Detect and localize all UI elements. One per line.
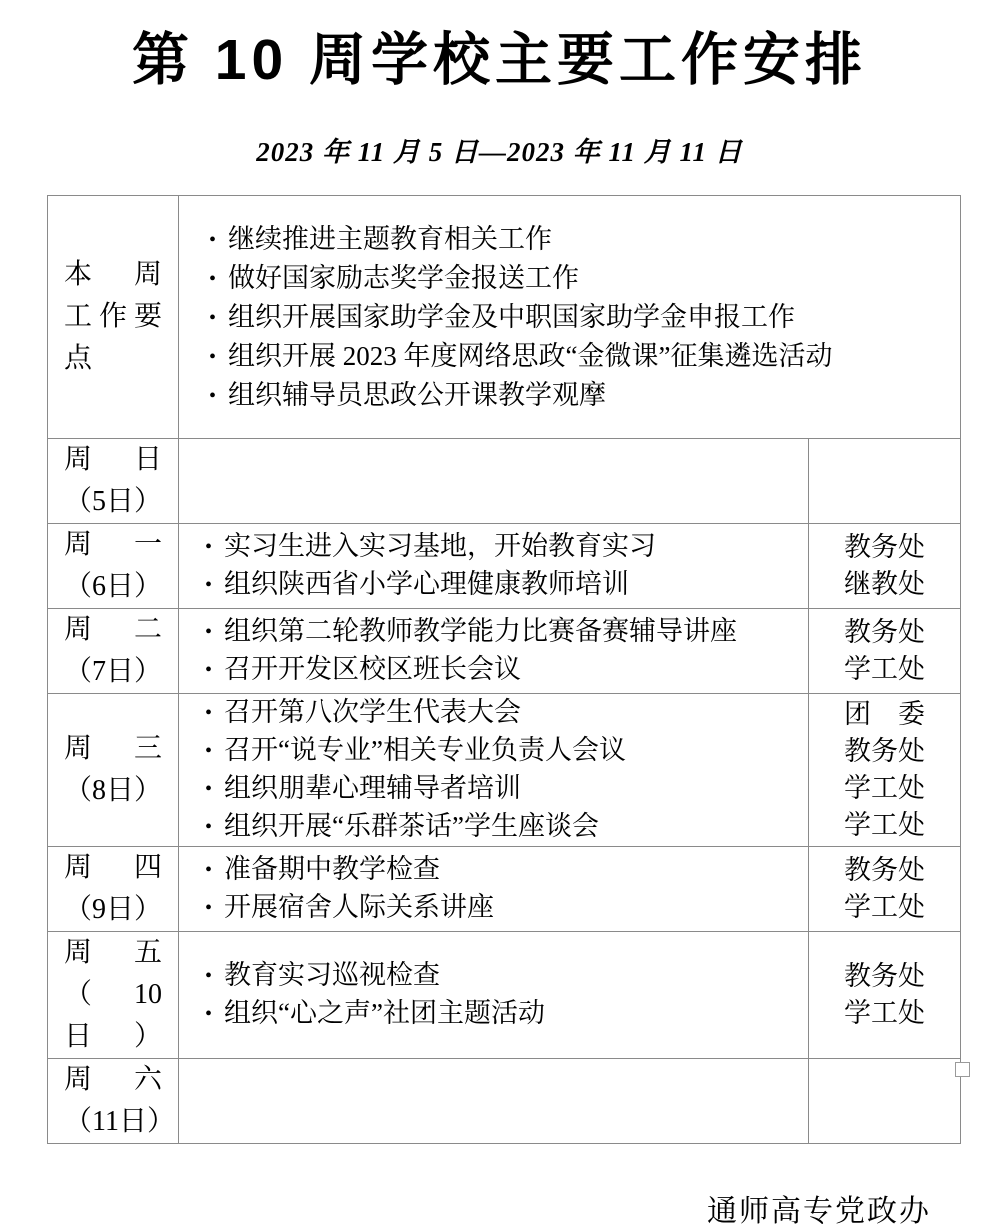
task-text: 做好国家励志奖学金报送工作 — [228, 262, 580, 293]
task-text: 组织辅导员思政公开课教学观摩 — [228, 379, 607, 410]
bullet-icon: • — [205, 816, 213, 838]
task-cell — [179, 1059, 809, 1144]
table-row — [48, 847, 961, 932]
dept-label: 教务处 — [844, 736, 925, 766]
dept-list — [809, 932, 960, 1058]
dept-cell — [809, 609, 961, 694]
task-list — [205, 932, 798, 1058]
corner-marker — [955, 1062, 970, 1077]
summary-label-line2: 工作要点 — [64, 301, 162, 374]
task-text: 组织陕西省小学心理健康教师培训 — [224, 569, 630, 599]
dept-cell — [809, 1059, 961, 1144]
task-list — [205, 524, 798, 608]
task-item — [209, 298, 950, 337]
dept-label: 学工处 — [844, 810, 925, 840]
day-label-cell — [48, 847, 179, 932]
dept-cell — [809, 847, 961, 932]
day-date: （7日） — [64, 656, 163, 687]
bullet-icon: • — [209, 306, 217, 329]
summary-items-cell — [179, 196, 961, 439]
bullet-icon: • — [205, 778, 213, 800]
task-list — [205, 609, 798, 693]
task-text: 召开第八次学生代表大会 — [224, 697, 522, 727]
task-cell — [179, 847, 809, 932]
table-row — [48, 694, 961, 847]
task-list — [205, 439, 798, 523]
day-date: （6日） — [64, 571, 163, 602]
dept-label: 继教处 — [844, 569, 925, 599]
dept-list — [809, 1059, 960, 1143]
summary-label-cell — [48, 196, 179, 439]
dept-label: 教务处 — [844, 961, 925, 991]
task-item — [205, 889, 798, 927]
task-text: 组织开展“乐群茶话”学生座谈会 — [224, 811, 599, 841]
summary-items-list — [209, 196, 950, 438]
day-label-cell — [48, 694, 179, 847]
dept-list — [809, 694, 960, 846]
task-text: 准备期中教学检查 — [224, 854, 441, 884]
bullet-icon: • — [209, 345, 217, 368]
task-text: 组织开展 2023 年度网络思政“金微课”征集遴选活动 — [228, 340, 833, 371]
day-label-cell — [48, 1059, 179, 1144]
task-text: 开展宿舍人际关系讲座 — [224, 892, 495, 922]
bullet-icon: • — [205, 574, 213, 596]
task-item — [205, 613, 798, 651]
bullet-icon: • — [205, 536, 213, 558]
dept-list — [809, 439, 960, 523]
schedule-table — [47, 195, 961, 1144]
day-date: （10日） — [64, 979, 162, 1052]
day-label-cell — [48, 524, 179, 609]
day-label: 周六 — [64, 1064, 162, 1095]
task-item — [209, 376, 950, 415]
task-item — [205, 732, 798, 770]
bullet-icon: • — [205, 897, 213, 919]
task-item — [205, 528, 798, 566]
task-text: 组织“心之声”社团主题活动 — [224, 998, 545, 1028]
table-row — [48, 1059, 961, 1144]
bullet-icon: • — [205, 702, 213, 724]
dept-cell — [809, 439, 961, 524]
dept-label: 学工处 — [844, 998, 925, 1028]
task-text: 组织朋辈心理辅导者培训 — [224, 773, 522, 803]
table-row — [48, 609, 961, 694]
dept-cell — [809, 694, 961, 847]
day-date: （11日） — [64, 1106, 175, 1137]
day-label-cell — [48, 439, 179, 524]
task-text: 实习生进入实习基地，开始教育实习 — [224, 531, 657, 561]
summary-row — [48, 196, 961, 439]
task-cell — [179, 932, 809, 1059]
task-text: 组织开展国家助学金及中职国家助学金申报工作 — [228, 301, 796, 332]
task-text: 教育实习巡视检查 — [224, 960, 441, 990]
bullet-icon: • — [205, 740, 213, 762]
dept-cell — [809, 932, 961, 1059]
table-row — [48, 439, 961, 524]
bullet-icon: • — [209, 267, 217, 290]
dept-label: 教务处 — [844, 617, 925, 647]
task-item — [205, 651, 798, 689]
dept-label: 学工处 — [844, 773, 925, 803]
day-label-cell — [48, 609, 179, 694]
day-label: 周二 — [64, 614, 162, 645]
task-text: 召开“说专业”相关专业负责人会议 — [224, 735, 626, 765]
task-list — [205, 1059, 798, 1143]
task-item — [209, 259, 950, 298]
day-label: 周五 — [64, 937, 162, 968]
dept-list — [809, 609, 960, 693]
task-item — [205, 770, 798, 808]
dept-label: 团 委 — [844, 699, 925, 729]
day-label-cell — [48, 932, 179, 1059]
dept-label: 教务处 — [844, 855, 925, 885]
task-cell — [179, 609, 809, 694]
task-item — [205, 808, 798, 846]
task-list — [205, 847, 798, 931]
task-item — [205, 566, 798, 604]
summary-label-line1: 本周 — [64, 259, 162, 290]
task-item — [205, 957, 798, 995]
bullet-icon: • — [205, 659, 213, 681]
document-page — [0, 14, 999, 1230]
bullet-icon: • — [209, 384, 217, 407]
bullet-icon: • — [205, 859, 213, 881]
dept-label: 教务处 — [844, 532, 925, 562]
task-item — [205, 694, 798, 732]
task-cell — [179, 694, 809, 847]
day-date: （8日） — [64, 775, 163, 806]
dept-list — [809, 847, 960, 931]
page-title: 第 10 周学校主要工作安排 — [131, 28, 868, 92]
task-list — [205, 694, 798, 846]
dept-label: 学工处 — [844, 892, 925, 922]
bullet-icon: • — [205, 1003, 213, 1025]
day-date: （9日） — [64, 894, 163, 925]
task-item — [205, 995, 798, 1033]
task-cell — [179, 524, 809, 609]
table-row — [48, 524, 961, 609]
task-text: 组织第二轮教师教学能力比赛备赛辅导讲座 — [224, 616, 738, 646]
day-date: （5日） — [64, 486, 163, 517]
day-label: 周日 — [64, 444, 162, 475]
task-item — [205, 851, 798, 889]
task-text: 召开开发区校区班长会议 — [224, 654, 522, 684]
task-cell — [179, 439, 809, 524]
table-row — [48, 932, 961, 1059]
dept-cell — [809, 524, 961, 609]
dept-label: 学工处 — [844, 654, 925, 684]
day-label: 周一 — [64, 529, 162, 560]
dept-list — [809, 524, 960, 608]
date-range: 2023 年 11 月 5 日—2023 年 11 月 11 日 — [256, 137, 743, 167]
bullet-icon: • — [209, 228, 217, 251]
task-item — [209, 337, 950, 376]
task-text: 继续推进主题教育相关工作 — [228, 223, 553, 254]
bullet-icon: • — [205, 965, 213, 987]
bullet-icon: • — [205, 621, 213, 643]
task-item — [209, 220, 950, 259]
footer-signature: 通师高专党政办 — [707, 1195, 931, 1228]
day-label: 周三 — [64, 733, 162, 764]
day-label: 周四 — [64, 852, 162, 883]
